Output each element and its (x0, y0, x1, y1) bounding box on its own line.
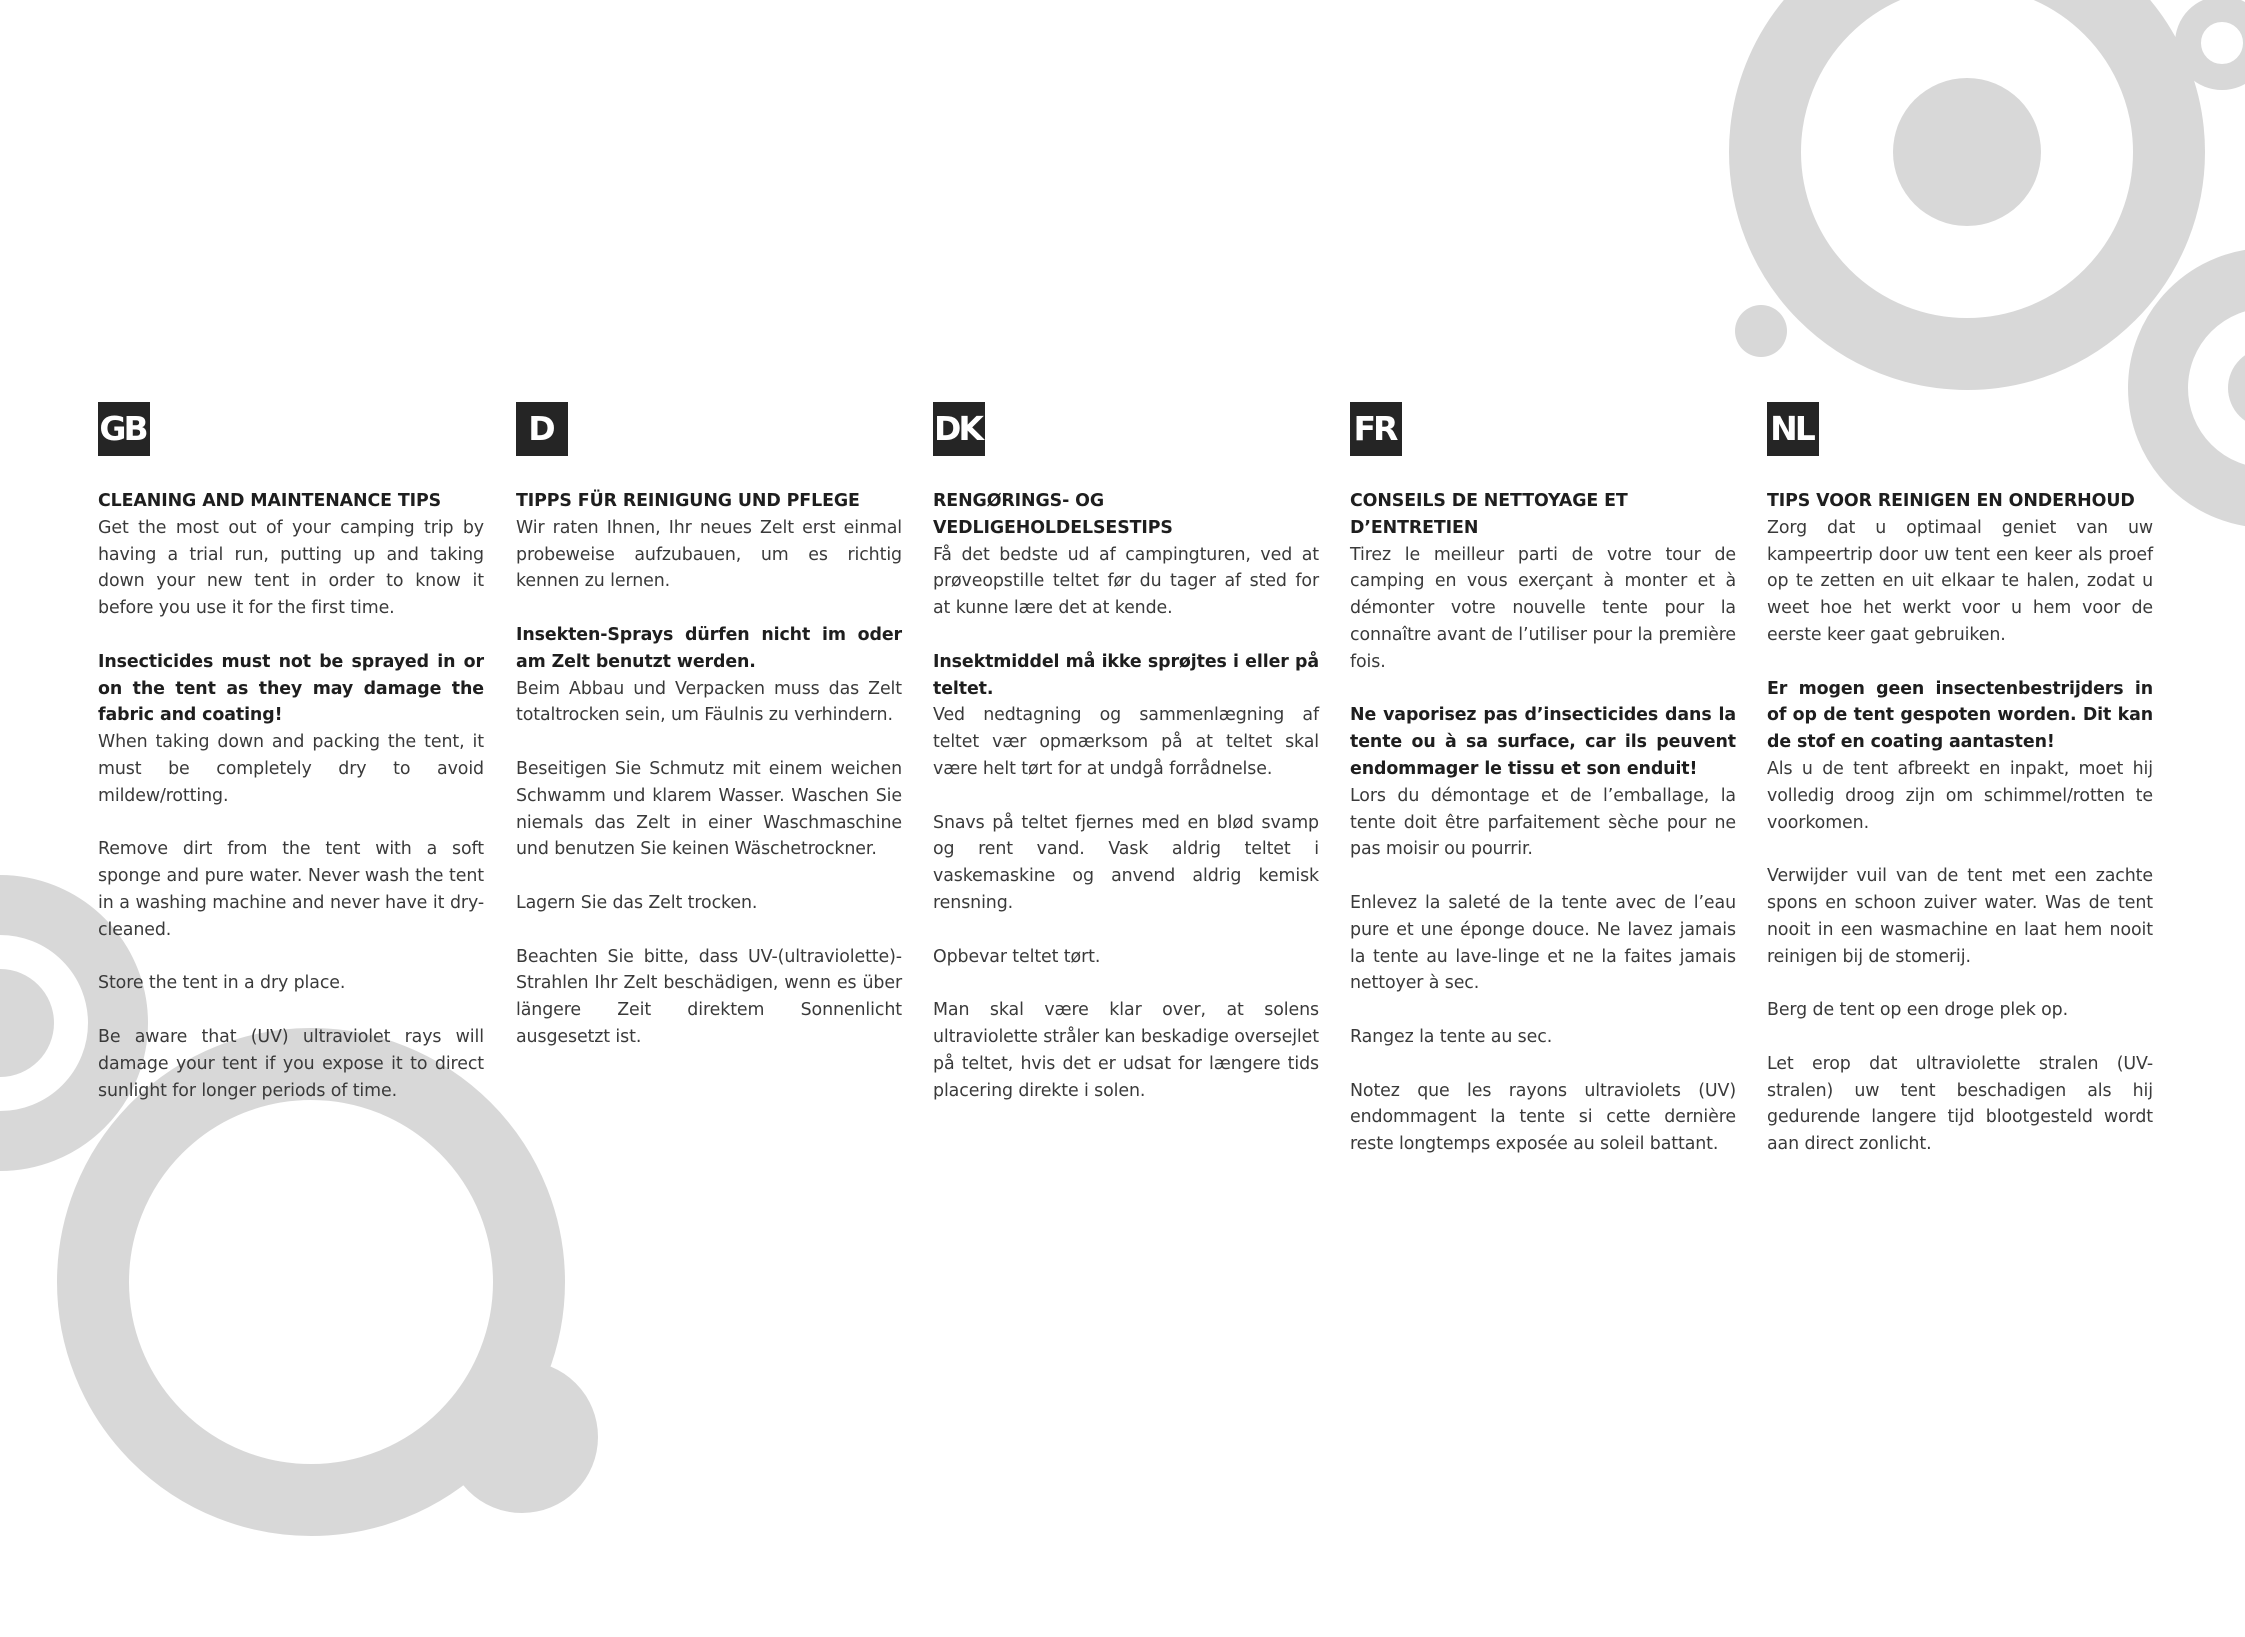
uv-text: Beachten Sie bitte, dass UV-(ultraviolette)-Strahlen Ihr Zelt beschädigen, wenn es über längere Zeit direktem Sonnenlicht ausgesetzt ist. (516, 946, 902, 1047)
dirt-text: Beseitigen Sie Schmutz mit einem weichen Schwamm und klarem Wasser. Waschen Sie niemals das Zelt in einer Waschmaschine und benutzen Sie keinen Wäschetrockner. (516, 758, 902, 860)
circle-dot-right-mid (2228, 348, 2245, 428)
warning-paragraph (516, 622, 902, 729)
language-badge-fr: FR (1350, 402, 1402, 456)
store-text: Lagern Sie das Zelt trocken. (516, 892, 758, 913)
intro-text: Zorg dat u optimaal geniet van uw kampeertrip door uw tent een keer als proef op te zetten en uit elkaar te halen, zodat u weet hoe het werkt voor u hem voor de eerste keer gaat gebruiken. (1767, 517, 2153, 645)
store-text: Rangez la tente au sec. (1350, 1026, 1553, 1047)
drying-text: Als u de tent afbreekt en inpakt, moet hij volledig droog zijn om schimmel/rotten te voorkomen. (1767, 758, 2153, 833)
circle-dot-bottom (446, 1361, 598, 1513)
dirt-text: Remove dirt from the tent with a soft sponge and pure water. Never wash the tent in a washing machine and never have it dry-cleaned. (98, 839, 484, 940)
drying-text: Ved nedtagning og sammenlægning af teltet vær opmærksom på at teltet skal være helt tørt for at undgå forrådnelse. (933, 705, 1319, 779)
dirt-text: Verwijder vuil van de tent met een zachte spons en schoon zuiver water. Was de tent nooit in een wasmachine en laat hem nooit reinigen bij de stomerij. (1767, 866, 2153, 967)
store-text: Store the tent in a dry place. (98, 973, 346, 994)
column-fr (1350, 402, 1736, 1185)
circle-dot-left-mid (0, 969, 54, 1077)
drying-text: Lors du démontage et de l’emballage, la tente doit être parfaitement sèche pour ne pas moisir ou pourrir. (1350, 785, 1736, 860)
section-title: RENGØRINGS- OG VEDLIGEHOLDELSESTIPS (933, 491, 1173, 538)
drying-text: When taking down and packing the tent, it must be completely dry to avoid mildew/rotting. (98, 732, 484, 806)
language-badge-nl: NL (1767, 402, 1819, 456)
uv-text: Let erop dat ultraviolette stralen (UV-stralen) uw tent beschadigen als hij gedurende langere tijd blootgesteld wordt aan direct zonlicht. (1767, 1053, 2153, 1155)
warning-paragraph (1767, 676, 2153, 837)
column-nl (1767, 402, 2153, 1185)
warning-paragraph (1350, 702, 1736, 863)
column-gb (98, 402, 484, 1131)
warning-text: Er mogen geen insectenbestrijders in of op de tent gespoten worden. Dit kan de stof en coating aantasten! (1767, 678, 2153, 753)
language-badge-d: D (516, 402, 568, 456)
warning-text: Ne vaporisez pas d’insecticides dans la tente ou à sa surface, car ils peuvent endommager le tissu et son enduit! (1350, 705, 1736, 779)
intro-text: Tirez le meilleur parti de votre tour de camping en vous exerçant à monter et à démonter votre nouvelle tente pour la connaître avant de l’utiliser pour la première fois. (1350, 544, 1736, 672)
uv-text: Man skal være klar over, at solens ultraviolette stråler kan beskadige oversejlet på teltet, hvis det er udsat for længere tids placering direkte i solen. (933, 1000, 1319, 1101)
section-title: TIPPS FÜR REINIGUNG UND PFLEGE (516, 491, 860, 511)
dirt-text: Snavs på teltet fjernes med en blød svamp og rent vand. Vask aldrig teltet i vaskemaskine og anvend aldrig kemisk rensning. (933, 812, 1319, 913)
section-title: CLEANING AND MAINTENANCE TIPS (98, 491, 442, 511)
warning-text: Insektmiddel må ikke sprøjtes i eller på teltet. (933, 651, 1319, 699)
circle-dot-top-right-tiny (1735, 305, 1787, 357)
intro-text: Wir raten Ihnen, Ihr neues Zelt erst einmal probeweise aufzubauen, um es richtig kennen zu lernen. (516, 517, 902, 592)
store-text: Berg de tent op een droge plek op. (1767, 1000, 2069, 1021)
intro-text: Få det bedste ud af campingturen, ved at prøveopstille teltet før du tager af sted for at kunne lære det at kende. (933, 544, 1319, 619)
store-text: Opbevar teltet tørt. (933, 946, 1101, 967)
circle-dot-top-right (1893, 78, 2041, 226)
warning-text: Insekten-Sprays dürfen nicht im oder am Zelt benutzt werden. (516, 624, 902, 672)
uv-text: Notez que les rayons ultraviolets (UV) endommagent la tente si cette dernière reste longtemps exposée au soleil battant. (1350, 1080, 1736, 1155)
language-badge-dk: DK (933, 402, 985, 456)
column-dk (933, 402, 1319, 1131)
uv-text: Be aware that (UV) ultraviolet rays will damage your tent if you expose it to direct sunlight for longer periods of time. (98, 1026, 484, 1101)
warning-paragraph (98, 649, 484, 810)
intro-text: Get the most out of your camping trip by having a trial run, putting up and taking down your new tent in order to know it before you use it for the first time. (98, 517, 484, 619)
section-title: CONSEILS DE NETTOYAGE ET D’ENTRETIEN (1350, 491, 1628, 538)
warning-text: Insecticides must not be sprayed in or on the tent as they may damage the fabric and coating! (98, 651, 484, 726)
warning-paragraph (933, 649, 1319, 783)
column-d (516, 402, 902, 1078)
dirt-text: Enlevez la saleté de la tente avec de l’eau pure et une éponge douce. Ne lavez jamais la tente au lave-linge et ne la faites jamais nettoyer à sec. (1350, 892, 1736, 994)
section-title: TIPS VOOR REINIGEN EN ONDERHOUD (1767, 491, 2135, 511)
drying-text: Beim Abbau und Verpacken muss das Zelt totaltrocken sein, um Fäulnis zu verhindern. (516, 678, 902, 726)
language-badge-gb: GB (98, 402, 150, 456)
circle-ring-top-right-small (2188, 9, 2245, 77)
